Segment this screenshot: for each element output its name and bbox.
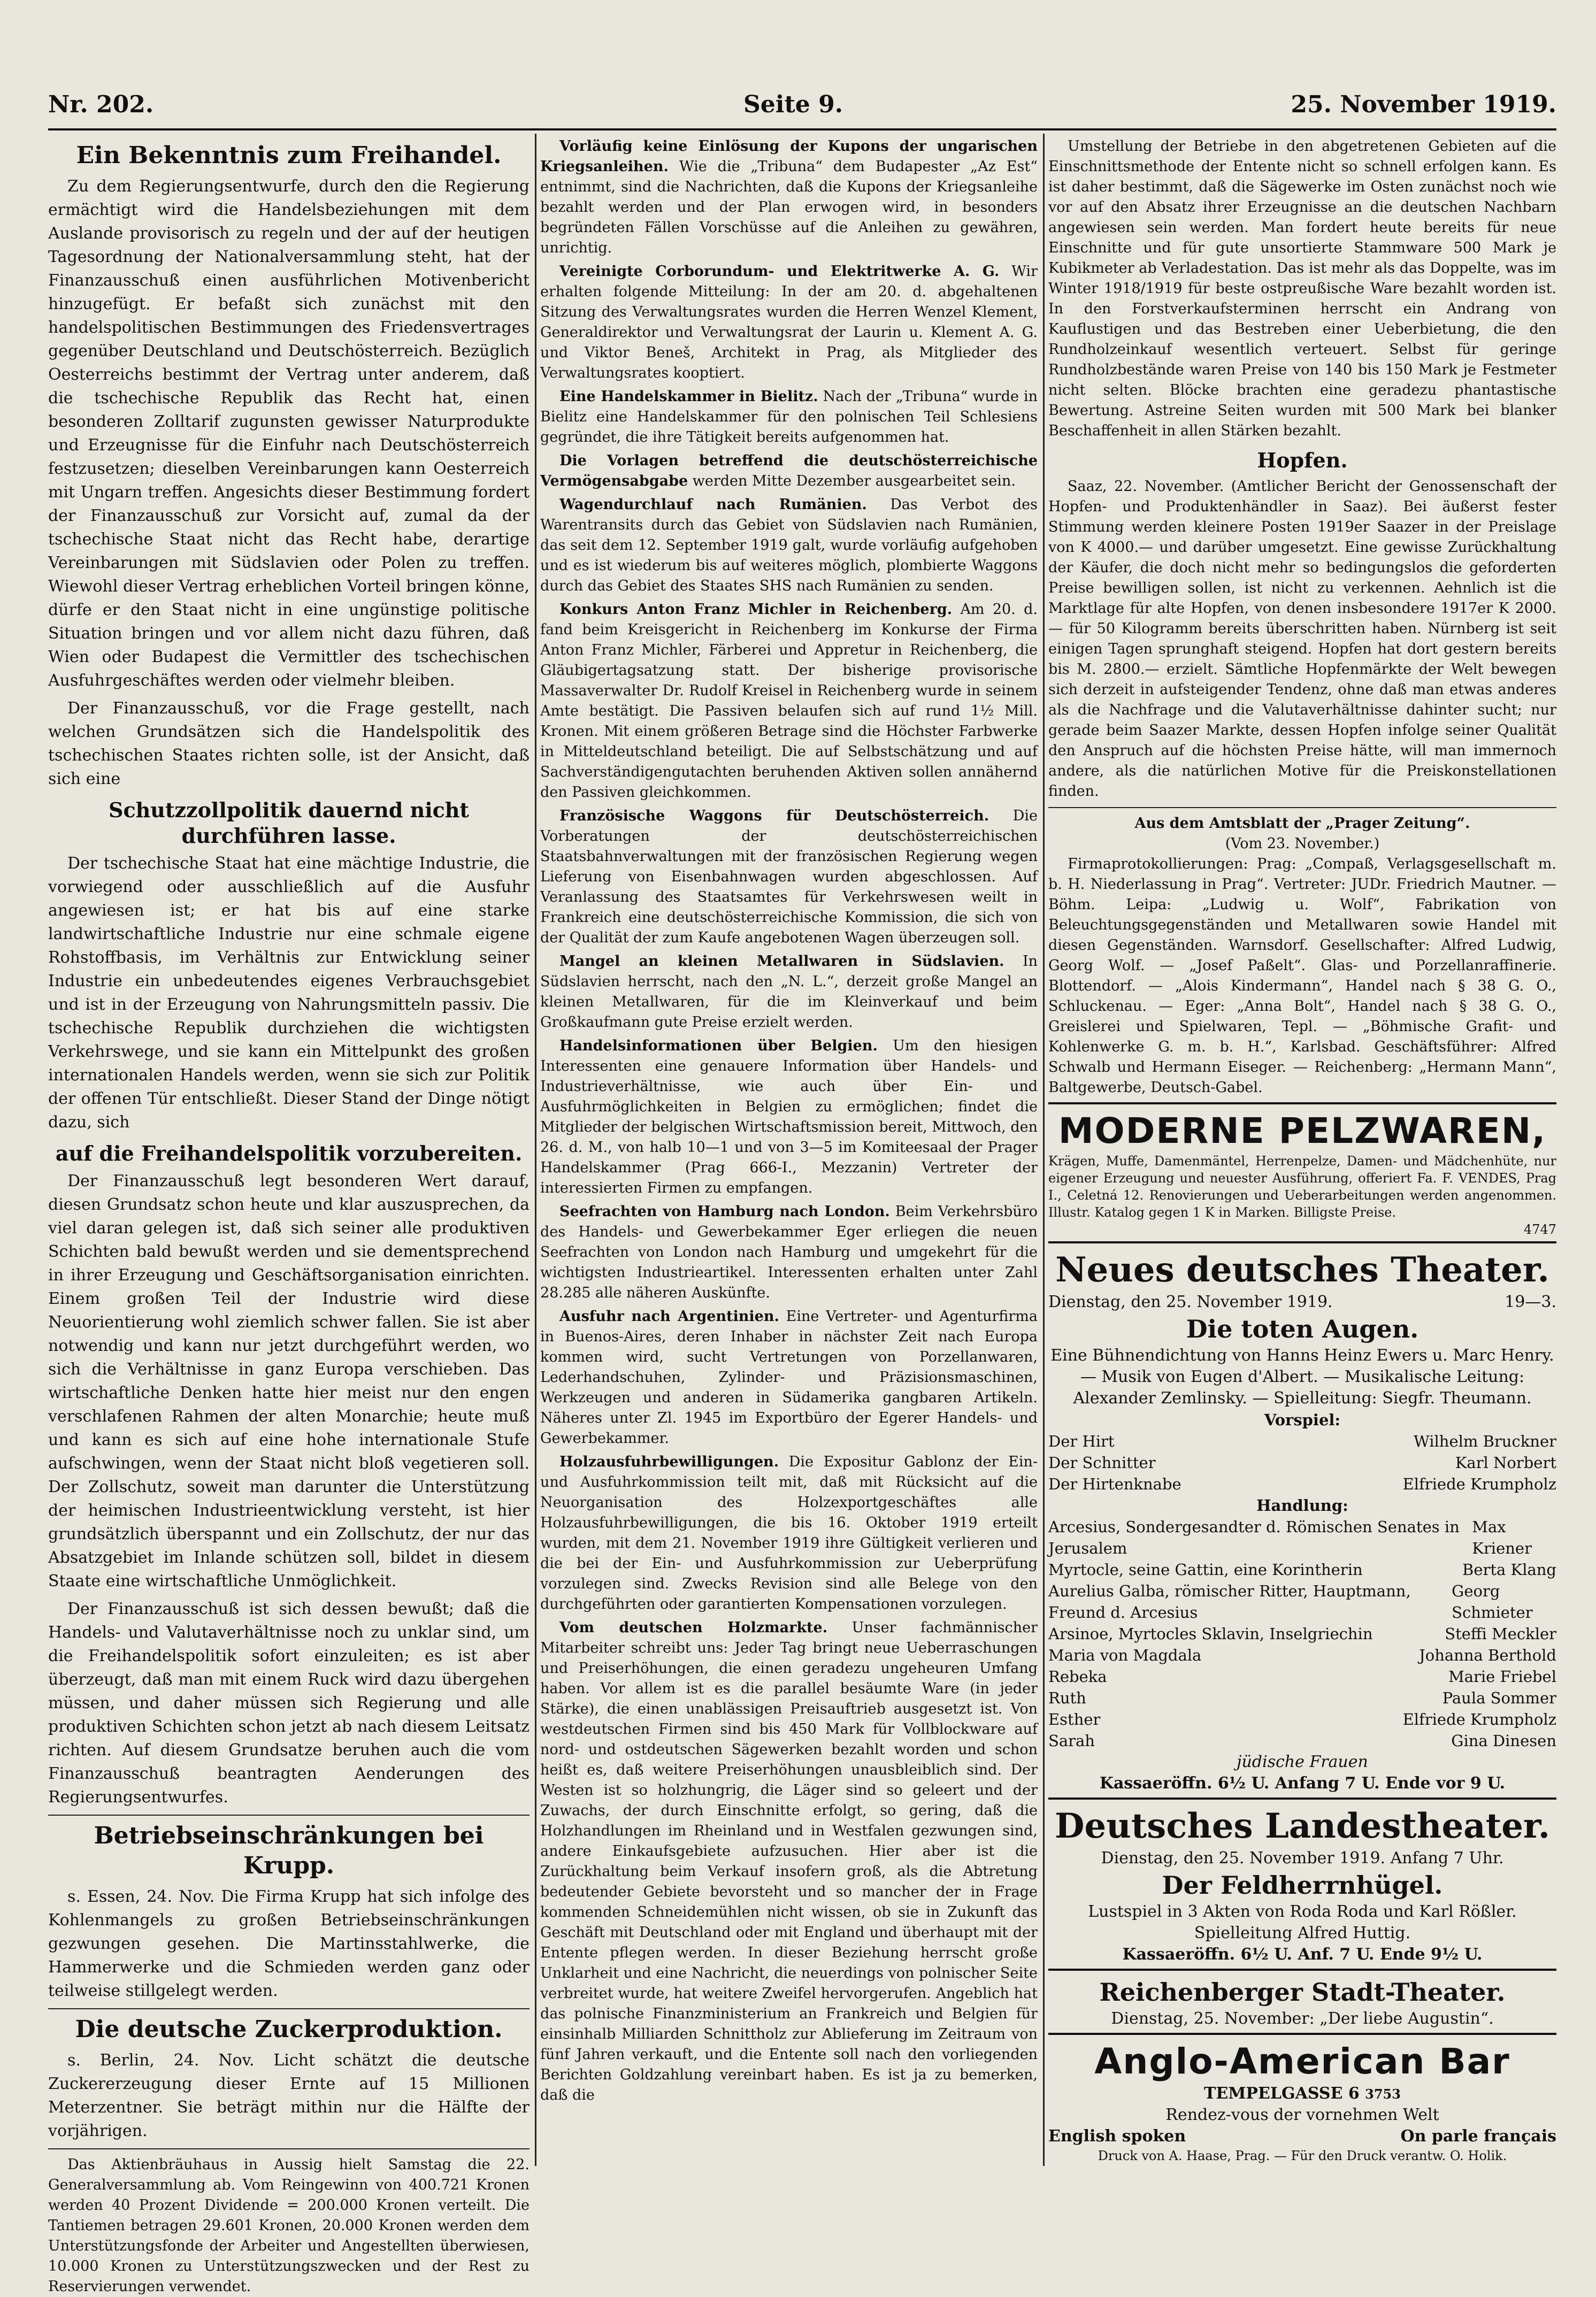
cast-row xyxy=(1048,1709,1556,1730)
cast-row xyxy=(1048,1687,1556,1709)
ad-title: Reichenberger Stadt-Theater. xyxy=(1099,1978,1506,2007)
cast-actor: Wilhelm Bruckner xyxy=(1413,1432,1556,1450)
issue-number: Nr. 202. xyxy=(48,91,154,118)
header-rule xyxy=(48,128,1556,130)
ad-number: 4747 xyxy=(1523,1222,1556,1237)
notice-title: Wagendurchlauf nach Rumänien. xyxy=(559,496,867,513)
notice-item xyxy=(540,387,1038,448)
ad-languages xyxy=(1048,2126,1556,2147)
notice-item xyxy=(540,951,1038,1033)
cast-row xyxy=(1048,1623,1556,1645)
issue-date: 25. November 1919. xyxy=(1291,91,1556,118)
article-title-freihandel: Ein Bekenntnis zum Freihandel. xyxy=(76,142,502,169)
divider xyxy=(48,2148,530,2149)
divider xyxy=(1048,807,1556,808)
article-paragraph: Zu dem Regierungsentwurfe, durch den die Regierung ermächtigt wird die Handelsbeziehungen mit dem Auslande provisorisch zu regeln und der auf der heutigen Tagesordnung der Nationalversammlung steht, hat der Finanzausschuß einen ausführlichen Motivenbericht hinzugefügt. Er befaßt sich zunächst mit den handelspolitischen Bestimmungen des Friedensvertrages gegenüber Deutschland und Deutschösterreich. Bezüglich Oesterreichs bestimmt der Vertrag unter anderem, daß die tschechische Republik das Recht hat, einen besonderen Zolltarif zugunsten gewisser Naturprodukte und Erzeugnisse für die Einfuhr nach Deutschösterreich festzusetzen; dieselben Vereinbarungen kann Oesterreich mit Ungarn treffen. Angesichts dieser Bestimmung fordert der Finanzausschuß zur Vorsicht auf, zumal da der tschechische Staat nicht das Recht habe, derartige Vereinbarungen mit Südslavien oder Polen zu treffen. Wiewohl dieser Vertrag erheblichen Vorteil bringen könne, dürfe er den Staat nicht in eine ungünstige politische Situation bringen und vor allem nicht dazu führen, daß Wien oder Budapest die Vermittler des tschechischen Ausfuhrgeschäftes werden oder vielmehr bleiben. xyxy=(48,177,530,690)
cast-women-note: jüdische Frauen xyxy=(1237,1753,1368,1771)
cast-role: Sarah xyxy=(1048,1732,1095,1750)
notice-text: Wir erhalten folgende Mitteilung: In der am 20. d. abgehaltenen Sitzung des Verwaltungsrates wurden die Herren Wenzel Klement, Generaldirektor und Verwaltungsrat der Laurin u. Klement A. G. und Viktor Beneš, Architekt in Prag, als Mitglieder des Verwaltungsrates kooptiert. xyxy=(540,263,1038,381)
notice-title: Vereinigte Corborundum- und Elektritwerke A. G. xyxy=(559,263,1000,280)
notice-text: werden Mitte Dezember ausgearbeitet sein. xyxy=(692,473,1016,489)
ad-pelzwaren xyxy=(1048,1102,1556,1241)
cast-role: Der Hirt xyxy=(1048,1432,1115,1450)
ad-text: Rendez-vous der vornehmen Welt xyxy=(1165,2106,1439,2124)
notice-title: Ausfuhr nach Argentinien. xyxy=(559,1308,779,1325)
notice-text: Eine Vertreter- und Agenturfirma in Buenos-Aires, deren Inhaber in nächster Zeit nach Europa kommen wird, sucht Vertretungen von Porzellanwaren, Lederhandschuhen, Zylinder- und Präzisionsmaschinen, Werkzeugen und anderen in Südamerika gangbaren Artikeln. Näheres unter Zl. 1945 im Exportbüro der Egerer Handels- und Gewerbekammer. xyxy=(540,1308,1038,1447)
cast-section-vorspiel: Vorspiel: xyxy=(1264,1411,1341,1429)
cast-row xyxy=(1048,1580,1556,1623)
article-paragraph-aktienbraeuhaus: Das Aktienbräuhaus in Aussig hielt Samstag die 22. Generalversammlung ab. Vom Reingewinn von 400.721 Kronen werden 40 Prozent Dividende = 200.000 Kronen verteilt. Die Tantiemen betragen 29.601 Kronen, 20.000 Kronen werden dem Unterstützungsfonde der Arbeiter und Angestellten überwiesen, 10.000 Kronen zu Unterstützungszwecken und der Rest zu Reservierungen verwendet. xyxy=(48,2156,530,2295)
column-divider-1 xyxy=(535,134,536,2166)
notice-title: Vorläufig keine Einlösung der Kupons der ungarischen Kriegsanleihen. xyxy=(540,138,1038,175)
notice-text: Das Verbot des Warentransits durch das Gebiet von Südslavien nach Rumänien, das seit dem 12. September 1919 galt, wurde vorläufig aufgehoben und es ist wiederum bis auf weiteres möglich, plombierte Waggons durch das Gebiet des Staates SHS nach Rumänien zu senden. xyxy=(540,496,1038,594)
article-paragraph: Saaz, 22. November. (Amtlicher Bericht der Genossenschaft der Hopfen- und Produktenhändler in Saaz). Bei äußerst fester Stimmung werden kleinere Posten 1919er Saazer in der Preislage von K 4000.— und darüber umgesetzt. Eine gewisse Zurückhaltung der Käufer, die doch nicht mehr so bedingungslos die geforderten Preise bewilligen sollen, ist nicht zu verkennen. Aehnlich ist die Marktlage für alte Hopfen, von denen insbesondere 1917er K 2000.— für 50 Kilogramm bereits überschritten haben. Nürnberg ist seit einigen Tagen sprunghaft steigend. Hopfen hat dort gestern bereits bis M. 2800.— erzielt. Sämtliche Hopfenmärkte der Welt bewegen sich derzeit in aufsteigender Tendenz, ohne daß man etwas anderes als die Nachfrage und die Valutaverhältnisse dahinter sucht; nur gerade beim Saazer Markte, dessen Hopfen infolge seiner Qualität den Anspruch auf die höchsten Preise hätte, will man immernoch andere, als die natürlichen Motive für die Preiskonstellationen finden. xyxy=(1048,478,1556,800)
notice-item xyxy=(540,1452,1038,1615)
ad-times: Kassaeröffn. 6½ U. Anfang 7 U. Ende vor 9 U. xyxy=(1099,1774,1506,1793)
cast-list xyxy=(1048,1409,1556,1751)
ad-reichenberger-theater xyxy=(1048,1969,1556,2033)
cast-row xyxy=(1048,1516,1556,1559)
notice-item xyxy=(540,600,1038,803)
article-paragraph: Der Finanzausschuß, vor die Frage gestellt, nach welchen Grundsätzen sich die Handelspolitik des tschechischen Staates richten solle, ist der Ansicht, daß sich eine xyxy=(48,699,530,788)
page-header xyxy=(48,91,1556,128)
ad-credits: Lustspiel in 3 Akten von Roda Roda und Karl Rößler. Spielleitung Alfred Huttig. xyxy=(1088,1902,1517,1942)
divider xyxy=(48,1815,530,1816)
cast-role: Arsinoe, Myrtocles Sklavin, Inselgriechin xyxy=(1048,1625,1373,1643)
ad-number: 3753 xyxy=(1365,2086,1401,2102)
notice-item xyxy=(540,1202,1038,1303)
cast-row xyxy=(1048,1431,1556,1452)
cast-actor: Marie Friebel xyxy=(1448,1668,1556,1686)
ad-date: Dienstag, den 25. November 1919. xyxy=(1048,1293,1333,1311)
cast-actor: Berta Klang xyxy=(1462,1561,1556,1579)
notice-title: Holzausfuhrbewilligungen. xyxy=(559,1454,779,1470)
column-2 xyxy=(540,136,1038,2158)
ad-landestheater xyxy=(1048,1797,1556,1969)
notice-title: Französische Waggons für Deutschösterreich. xyxy=(559,808,989,824)
ad-english: English spoken xyxy=(1048,2127,1186,2146)
notice-item xyxy=(540,1036,1038,1199)
notice-text: Wie die „Tribuna“ dem Budapester „Az Est“ entnimmt, sind die Nachrichten, daß die Kupons der Kriegsanleihe bezahlt werden und der Plan erwogen wird, in besonders begründeten Fällen Vorschüsse auf die Anleihen zu gewähren, unrichtig. xyxy=(540,158,1038,256)
newspaper-page xyxy=(32,0,1572,2295)
article-paragraph: s. Essen, 24. Nov. Die Firma Krupp hat sich infolge des Kohlenmangels zu großen Betriebseinschränkungen gezwungen gesehen. Die Martinsstahlwerke, die Hammerwerke und die Schmieden werden ganz oder teilweise stillgelegt werden. xyxy=(48,1887,530,2000)
cast-row xyxy=(1048,1452,1556,1473)
notice-title: Konkurs Anton Franz Michler in Reichenberg. xyxy=(559,601,953,618)
notice-title: Seefrachten von Hamburg nach London. xyxy=(559,1203,890,1220)
ad-times: Kassaeröffn. 6½ U. Anf. 7 U. Ende 9½ U. xyxy=(1122,1945,1483,1964)
cast-role: Esther xyxy=(1048,1710,1101,1728)
notice-item xyxy=(540,806,1038,948)
notice-title: Die Vorlagen betreffend die deutschösterreichische Vermögensabgabe xyxy=(540,452,1038,489)
ad-text: Dienstag, 25. November: „Der liebe Augustin“. xyxy=(1111,2009,1494,2028)
article-subheading: auf die Freihandelspolitik vorzubereiten. xyxy=(55,1141,523,1165)
notice-item xyxy=(540,495,1038,596)
ad-address-row xyxy=(1048,2083,1556,2104)
cast-row xyxy=(1048,1645,1556,1666)
column-3 xyxy=(1048,136,1556,2163)
cast-role: Ruth xyxy=(1048,1689,1086,1707)
ad-title: MODERNE PELZWAREN, xyxy=(1058,1110,1547,1151)
article-paragraph: s. Berlin, 24. Nov. Licht schätzt die deutsche Zuckererzeugung dieser Ernte auf 15 Millionen Meterzentner. Sie beträgt mithin nur die Hälfte der vorjährigen. xyxy=(48,2051,530,2140)
notice-text: Unser fachmännischer Mitarbeiter schreibt uns: Jeder Tag bringt neue Ueberraschungen und Preiserhöhungen, die einen geradezu ungeheuren Umfang haben. Vor allem ist es die parallel besäumte Ware (in jeder Stärke), die einen unablässigen Preisauftrieb ausgesetzt ist. Von westdeutschen Firmen sind bis 450 Mark für Vollblockware auf nord- und ostdeutschen Sägewerken bezahlt worden und schon heißt es, daß weitere Preiserhöhungen unausbleiblich sind. Der Westen ist so holzhungrig, die Läger sind so geleert und der Zuwachs, der durch Einschnitte erfolgt, so gering, daß die Holzhandlungen im Rheinland und in Westfalen gezwungen sind, andere Einkaufsgebiete aufzusuchen. Hier aber ist die Zurückhaltung beim Verkauf insofern groß, als die Abtretung bedeutender Gebiete bevorsteht und so mancher der in Frage kommenden Schneidemühlen nicht wissen, ob sie in Zukunft das Geschäft mit Deutschland oder mit England und überhaupt mit der Entente pflegen werden. In dieser Beziehung herrscht große Unklarheit und eine Nachricht, die neuerdings von polnischer Seite verbreitet wurde, hat weitere Zweifel hervorgerufen. Angeblich hat das polnische Finanzministerium an Frankreich und Belgien für einsinhalb Milliarden Schnittholz zur Ablieferung im Zeitraum von fünf Jahren verkauft, und die Entente soll nach den vorliegenden Berichten Goldzahlung vereinbart haben. Es ist ja zu bemerken, daß die xyxy=(540,1619,1038,2103)
ad-play-title: Die toten Augen. xyxy=(1186,1315,1419,1343)
amtsblatt-date: (Vom 23. November.) xyxy=(1225,835,1380,852)
ad-date: Dienstag, den 25. November 1919. Anfang 7 Uhr. xyxy=(1101,1849,1504,1868)
article-subheading: Schutzzollpolitik dauernd nicht durchführen lasse. xyxy=(109,798,469,848)
notice-text: Nach der „Tribuna“ wurde in Bielitz eine Handelskammer für den polnischen Teil Schlesiens gegründet, die ihre Tätigkeit bereits aufgenommen hat. xyxy=(540,388,1038,445)
notice-item xyxy=(540,451,1038,491)
cast-role: Maria von Magdala xyxy=(1048,1646,1202,1664)
ad-address: TEMPELGASSE 6 xyxy=(1204,2084,1360,2103)
section-title-hopfen: Hopfen. xyxy=(1257,448,1348,472)
divider xyxy=(48,2008,530,2009)
cast-actor: Elfriede Krumpholz xyxy=(1402,1475,1556,1493)
notice-text: Um den hiesigen Interessenten eine genauere Information über Handels- und Industrieverhältnisse, wie auch über Ein- und Ausfuhrmöglichkeiten in Belgien zu ermöglichen; findet die Mitglieder der belgischen Wirtschaftsmission bereit, Mittwoch, den 26. d. M., von halb 10—1 und von 3—5 im Komiteesaal der Prager Handelskammer (Prag 666-I., Mezzanin) Vertreter der interessierten Firmen zu empfangen. xyxy=(540,1038,1038,1196)
notice-title: Vom deutschen Holzmarkte. xyxy=(559,1619,828,1636)
ad-title: Neues deutsches Theater. xyxy=(1055,1250,1549,1290)
article-title-krupp: Betriebseinschränkungen bei Krupp. xyxy=(94,1822,484,1879)
ad-text: Krägen, Muffe, Damenmäntel, Herrenpelze, Damen- und Mädchenhüte, nur eigener Erzeugung und neuester Ausführung, offeriert Fa. F. VENDES, Prag I., Celetná 12. Renovierungen und Ueberarbeitungen werden angenommen. Illustr. Katalog gegen 1 K in Marken. Billigste Preise. xyxy=(1048,1154,1556,1220)
cast-role: Der Schnitter xyxy=(1048,1454,1156,1472)
article-paragraph: Der tschechische Staat hat eine mächtige Industrie, die vorwiegend oder ausschließlich auf die Ausfuhr angewiesen ist; er hat bis auf eine starke landwirtschaftliche Industrie nur eine schmale eigene Rohstoffbasis, im Verhältnis zur Entwicklung seiner Industrie ein unbedeutendes eigenes Verbrauchsgebiet und ist in der Erzeugung von Nahrungsmitteln passiv. Die tschechische Republik durchziehen die wichtigsten Verkehrswege, und sie kann ein Mittelpunkt des großen internationalen Handels werden, wenn sie sich zur Politik der offenen Tür entschließt. Dieser Stand der Dinge nötigt dazu, sich xyxy=(48,854,530,1132)
cast-actor: Steffi Meckler xyxy=(1445,1625,1556,1643)
notice-item xyxy=(540,1618,1038,2106)
cast-role: Myrtocle, seine Gattin, eine Korintherin xyxy=(1048,1561,1363,1579)
cast-actor: Karl Norbert xyxy=(1455,1454,1556,1472)
cast-row xyxy=(1048,1666,1556,1687)
cast-section-handlung: Handlung: xyxy=(1256,1496,1348,1515)
article-paragraph: Der Finanzausschuß ist sich dessen bewußt; daß die Handels- und Valutaverhältnisse noch zu unklar sind, um die Freihandelspolitik sofort einzuleiten; es ist aber überzeugt, daß man mit einem Ruck wird dazu übergehen müssen, und daher müssen sich Regierung und alle produktiven Schichten schon jetzt ab nach diesem Leitsatz richten. Auf diesem Grundsatze beruhen auch die vom Finanzausschuß beantragten Aenderungen des Regierungsentwurfes. xyxy=(48,1600,530,1807)
notice-item xyxy=(540,262,1038,383)
notice-title: Eine Handelskammer in Bielitz. xyxy=(559,388,818,405)
cast-row xyxy=(1048,1559,1556,1580)
cast-role: Der Hirtenknabe xyxy=(1048,1475,1181,1493)
notice-text: Die Vorberatungen der deutschösterreichischen Staatsbahnverwaltungen mit der französischen Regierung wegen Lieferung von Eisenbahnwagen wurden abgeschlossen. Auf Veranlassung des Staatsamtes für Verkehrswesen weilt in Frankreich eine deutschösterreichische Kommission, die sich von der Qualität der zum Kaufe angebotenen Wagen überzeugen soll. xyxy=(540,808,1038,946)
article-paragraph: Firmaprotokollierungen: Prag: „Compaß, Verlagsgesellschaft m. b. H. Niederlassung in Prag“. Vertreter: JUDr. Friedrich Mautner. — Böhm. Leipa: „Ludwig u. Wolf“, Fabrikation von Beleuchtungsgegenständen und Metallwaren sowie Handel mit diesen Gegenständen. Warnsdorf. Gesellschafter: Alfred Ludwig, Georg Wolf. — „Josef Paßelt“. Glas- und Porzellanraffinerie. Blottendorf. — „Alois Kindermann“, Handel nach § 38 G. O., Schluckenau. — Eger: „Anna Bolt“, Handel nach § 38 G. O., Greislerei und Spielwaren, Tepl. — „Böhmische Grafit- und Kohlenwerke G. m. b. H.“, Karlsbad. Geschäftsführer: Alfred Schwalb und Hermann Eiseger. — Reichenberg: „Hermann Mann“, Baltgewerbe, Deutsch-Gabel. xyxy=(1048,856,1556,1096)
cast-actor: Paula Sommer xyxy=(1442,1689,1556,1707)
cast-actor: Max Kriener xyxy=(1472,1518,1532,1557)
page-number: Seite 9. xyxy=(743,91,843,118)
ad-anglo-american-bar xyxy=(1048,2033,1556,2168)
cast-actor: Elfriede Krumpholz xyxy=(1402,1710,1556,1728)
ad-credits: Eine Bühnendichtung von Hanns Heinz Ewers u. Marc Henry. — Musik von Eugen d'Albert. — Musikalische Leitung: Alexander Zemlinsky. — Spielleitung: Siegfr. Theumann. xyxy=(1050,1346,1554,1408)
notice-text: Beim Verkehrsbüro des Handels- und Gewerbekammer Eger erliegen die neuen Seefrachten von London nach Hamburg und umgekehrt für die wichtigsten Industrieartikel. Interessenten erhalten unter Zahl 28.285 alle näheren Auskünfte. xyxy=(540,1203,1038,1301)
ad-code: 19—3. xyxy=(1505,1293,1556,1311)
cast-actor: Gina Dinesen xyxy=(1451,1732,1556,1750)
article-title-zucker: Die deutsche Zuckerproduktion. xyxy=(75,2016,503,2043)
ad-title: Deutsches Landestheater. xyxy=(1054,1806,1551,1846)
notice-title: Handelsinformationen über Belgien. xyxy=(559,1038,878,1054)
notice-text: In Südslavien herrscht, nach den „N. L.“, derzeit große Mangel an kleinen Metallwaren, für die im Kleinverkauf und beim Großkaufmann gute Preise erzielt werden. xyxy=(540,953,1038,1031)
ad-french: On parle français xyxy=(1400,2127,1556,2146)
notice-text: Am 20. d. fand beim Kreisgericht in Reichenberg im Konkurse der Firma Anton Franz Michler, Färberei und Appretur in Reichenberg, die Gläubigertagsatzung statt. Der bisherige provisorische Massaverwalter Dr. Rudolf Kreisel in Reichenberg wurde in seinem Amte bestätigt. Die Passiven belaufen sich auf rund 1½ Mill. Kronen. Mit einem größeren Betrage sind die Höchster Farbwerke in Mitteldeutschland beteiligt. Die auf Selbstschätzung und auf Sachverständigengutachten beruhenden Aktiven sollen annähernd den Passiven gleichkommen. xyxy=(540,601,1038,801)
cast-row xyxy=(1048,1730,1556,1751)
article-paragraph: Der Finanzausschuß legt besonderen Wert darauf, diesen Grundsatz schon heute und klar auszusprechen, da viel daran gelegen ist, daß sich seiner alle produktiven Schichten bald bewußt werden und sie dementsprechend in ihrer Erzeugung und Geschäftsorganisation einrichten. Einem großen Teil der Industrie wird diese Neuorientierung wohl ziemlich schwer fallen. Sie ist aber notwendig und kann nur jetzt durchgeführt werden, wo sich die Verhältnisse in ganz Europa verschieben. Das wirtschaftliche Denken hatte hier meist nur den engen verschlafenen Rahmen der alten Monarchie; heute muß und kann es sich auf eine hohe internationale Stufe aufschwingen, wenn der Staat nicht bloß vegetieren soll. Der Zollschutz, soweit man darunter die Unterstützung der heimischen Industrieentwicklung versteht, ist hier grundsätzlich überspannt und ein Zollschutz, der nur das Absatzgebiet im Inlande schützen soll, bildet in diesem Staate eine wirtschaftliche Unmöglichkeit. xyxy=(48,1172,530,1591)
notice-item xyxy=(540,136,1038,258)
ad-play-title: Der Feldherrnhügel. xyxy=(1162,1871,1443,1900)
section-title-amtsblatt: Aus dem Amtsblatt der „Prager Zeitung“. xyxy=(1134,815,1470,832)
column-divider-2 xyxy=(1043,134,1045,2166)
notice-item xyxy=(540,1307,1038,1449)
imprint: Druck von A. Haase, Prag. — Für den Druck verantw. O. Holik. xyxy=(1098,2148,1507,2163)
cast-row xyxy=(1048,1473,1556,1495)
notice-title: Mangel an kleinen Metallwaren in Südslavien. xyxy=(559,953,1004,970)
cast-actor: Johanna Berthold xyxy=(1419,1646,1556,1664)
ad-neues-deutsches-theater xyxy=(1048,1241,1556,1797)
article-paragraph: Umstellung der Betriebe in den abgetretenen Gebieten auf die Einschnittsmethode der Entente nicht so schnell erfolgen kann. Es ist daher bestimmt, daß die Sägewerke im Osten zunächst noch wie vor auf den Absatz ihrer Erzeugnisse an die deutschen Nachbarn angewiesen sein werden. Man fordert heute bereits für neue Einschnitte und für gute unsortierte Stammware 500 Mark je Kubikmeter ab Verladestation. Das ist mehr als das Doppelte, was im Winter 1918/1919 für beste ostpreußische Ware bezahlt worden ist. In den Forstverkaufsterminen herrscht ein Andrang von Kauflustigen und das Bestreben einer Ueberbietung, die den Rundholzeinkauf wesentlich verteuert. Selbst für geringe Rundholzbestände waren Preise von 140 bis 150 Mark je Festmeter nicht selten. Blöcke brachten eine geradezu phantastische Bewertung. Astreine Seiten wurden mit 500 Mark bei blanker Beschaffenheit in allen Stärken bezahlt. xyxy=(1048,138,1556,439)
ad-title: Anglo-American Bar xyxy=(1094,2041,1510,2082)
cast-role: Aurelius Galba, römischer Ritter, Hauptmann, Freund d. Arcesius xyxy=(1048,1582,1411,1622)
cast-actor: Georg Schmieter xyxy=(1452,1582,1533,1622)
cast-role: Arcesius, Sondergesandter d. Römischen Senates in Jerusalem xyxy=(1048,1518,1460,1557)
cast-role: Rebeka xyxy=(1048,1668,1107,1686)
notice-text: Die Expositur Gablonz der Ein- und Ausfuhrkommission teilt mit, daß mit Rücksicht auf die Neuorganisation des Holzexportgeschäftes alle Holzausfuhrbewilligungen, die bis 16. Oktober 1919 erteilt wurden, mit dem 21. November 1919 ihre Gültigkeit verlieren und die bei der Ein- und Ausfuhrkommission zur Ueberprüfung vorzulegen sind. Zwecks Revision sind alle Belege von den durchgeführten oder garantierten Kompensationen vorzulegen. xyxy=(540,1454,1038,1612)
ad-date-row xyxy=(1048,1292,1556,1313)
column-1 xyxy=(48,136,530,2295)
